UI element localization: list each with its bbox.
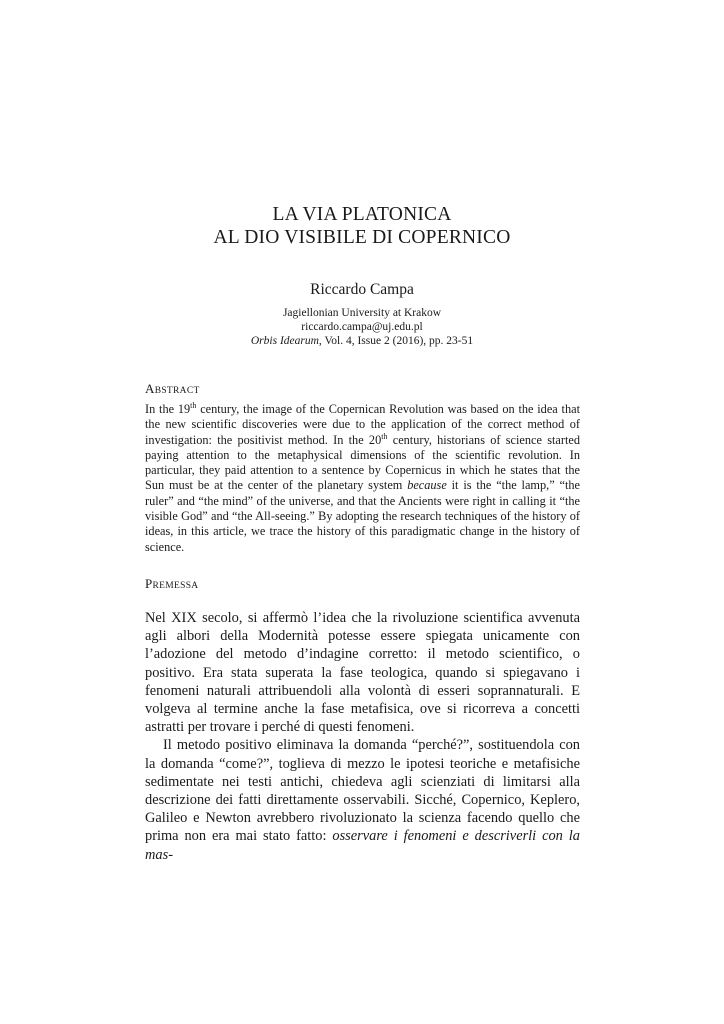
article-title-line-2: AL DIO VISIBILE DI COPERNICO	[213, 227, 511, 248]
author-email: riccardo.campa@uj.edu.pl	[301, 321, 423, 333]
journal-citation	[0, 334, 724, 348]
article-title-line-1: LA VIA PLATONICA	[272, 204, 452, 225]
author-affiliation: Jagiellonian University at Krakow	[282, 307, 442, 319]
abstract-part-3: century, historians of science started paying attention to the metaphysical dimensions of the scientific revolution. In particular, they paid attention to a sentence by Copernicus in which he states that the Sun must be at the center of the planetary system	[145, 432, 581, 493]
abstract-part-2: century, the image of the Copernican Revolution was based on the idea that the new scientific discoveries were due to the application of the correct method of investigation: the positivist method. In the 20	[145, 402, 580, 447]
abstract-part-4: it is the “the lamp,” “the ruler” and “the mind” of the universe, and that the Ancients were right in calling it “the visible God” and “the All-seeing.” By adopting the research techniques of the history of ideas, in this article, we trace the history of this paradigmatic change in the history of science.	[145, 478, 580, 554]
body-paragraph-2-emphasis: osservare i fenomeni e descriverli con la mas-	[145, 828, 580, 863]
author-name: Riccardo Campa	[310, 281, 414, 298]
abstract-text	[145, 402, 580, 555]
abstract-part-1: In the 19	[145, 402, 191, 416]
section-heading-premessa	[145, 576, 198, 592]
journal-name: Orbis Idearum	[250, 335, 319, 347]
abstract-emphasis: because	[407, 478, 447, 493]
body-paragraph-2	[145, 736, 580, 863]
journal-details: , Vol. 4, Issue 2 (2016), pp. 23-51	[318, 335, 474, 347]
body-paragraph-2-text: Il metodo positivo eliminava la domanda “perché?”, sostituendola con la domanda “come?”, toglieva di mezzo le ipotesi teoriche e metafisiche sedimentate nei testi antichi, chiedeva agli scienziati di limitarsi alla descrizione dei fatti direttamente osservabili. Sicché, Copernico, Keplero, Galileo e Newton avrebbero rivoluzionato la scienza facendo quello che prima non era mai stato fatto:	[145, 737, 580, 845]
section-heading-cap: P	[145, 576, 153, 591]
abstract-heading-rest: BSTRACT	[154, 386, 200, 396]
body-paragraph-1: Nel XIX secolo, si affermò l’idea che la rivoluzione scientifica avvenuta agli albori della Modernità potesse essere spiegata unicamente con l’adozione del metodo d’indagine corretto: il metodo scientifico, o positivo. Era stata superata la fase teologica, quando si spiegavano i fenomeni naturali attribuendoli alla volontà di esseri soprannaturali. E volgeva al termine anche la fase metafisica, ove si ricorreva a concetti astratti per trovare i perché di questi fenomeni.	[145, 610, 580, 736]
abstract-sup-2: th	[381, 431, 388, 441]
body-text	[145, 609, 580, 864]
abstract-heading-cap: A	[145, 381, 155, 396]
abstract-sup-1: th	[190, 400, 197, 410]
abstract-heading	[145, 381, 200, 397]
section-heading-rest: REMESSA	[152, 581, 199, 591]
